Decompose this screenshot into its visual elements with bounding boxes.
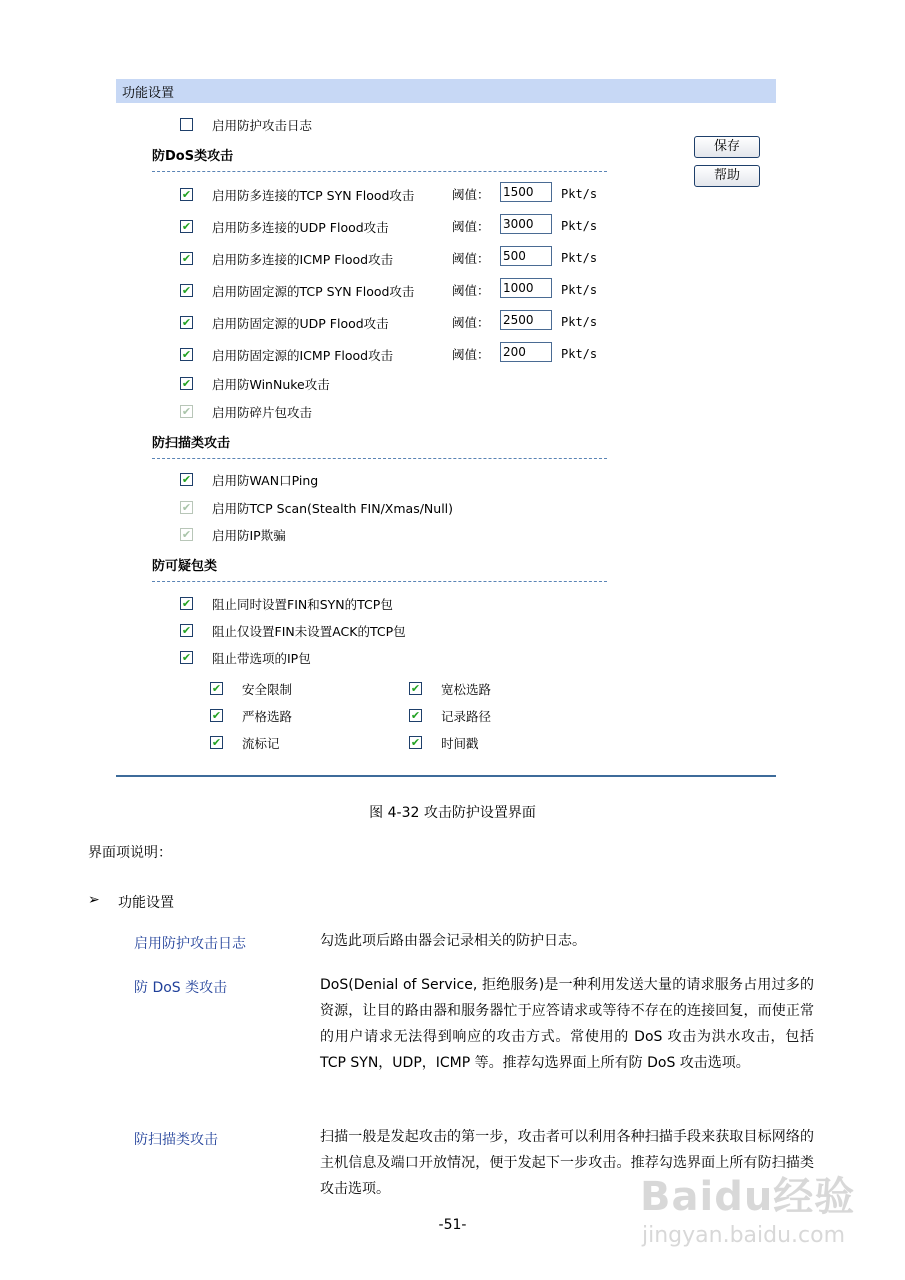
dos-label-5: 启用防固定源的UDP Flood攻击 <box>212 316 389 331</box>
dos-threshold-input-4[interactable]: 1000 <box>500 278 552 298</box>
dos-label-2: 启用防多连接的UDP Flood攻击 <box>212 220 389 235</box>
dos-checkbox-6[interactable]: ✔ <box>181 348 192 361</box>
scan-divider <box>152 458 607 459</box>
dos-threshold-label-3: 阈值： <box>452 251 490 266</box>
page-number: -51- <box>438 1217 467 1233</box>
term-log: 启用防护攻击日志 <box>134 936 246 952</box>
stream-id-label: 流标记 <box>242 736 280 751</box>
intro-text: 界面项说明： <box>88 845 172 861</box>
panel-header <box>116 79 776 103</box>
loose-route-label: 宽松选路 <box>441 682 492 697</box>
ip-spoof-checkbox: ✔ <box>181 528 192 541</box>
bullet-icon: ➢ <box>88 892 100 908</box>
dos-unit-1: Pkt/s <box>561 187 598 201</box>
desc-dos: DoS(Denial of Service, 拒绝服务)是一种利用发送大量的请求服务占用过多的资源，让目的路由器和服务器忙于应答请求或等待不存在的连接回复，而使正常的用户请求无法得到响应的攻击方式。常使用的 DoS 攻击为洪水攻击，包括 TCP SYN，UDP，ICMP 等。推荐勾选界面上所有防 DoS 攻击选项。 <box>320 977 814 1071</box>
ip-options-checkbox[interactable]: ✔ <box>181 651 192 664</box>
dos-threshold-label-1: 阈值： <box>452 187 490 202</box>
dos-checkbox-3[interactable]: ✔ <box>181 252 192 265</box>
dos-divider <box>152 171 607 172</box>
dos-threshold-input-6[interactable]: 200 <box>500 342 552 362</box>
strict-route-checkbox[interactable]: ✔ <box>211 709 222 722</box>
dos-threshold-input-5[interactable]: 2500 <box>500 310 552 330</box>
dos-threshold-label-2: 阈值： <box>452 219 490 234</box>
log-checkbox[interactable] <box>180 118 193 131</box>
fragment-label: 启用防碎片包攻击 <box>212 405 313 420</box>
wan-ping-label: 启用防WAN口Ping <box>212 473 319 488</box>
dos-threshold-input-3[interactable]: 500 <box>500 246 552 266</box>
winnuke-checkbox[interactable]: ✔ <box>181 377 192 390</box>
fin-syn-checkbox[interactable]: ✔ <box>181 597 192 610</box>
save-button[interactable]: 保存 <box>694 136 760 158</box>
term-dos: 防 DoS 类攻击 <box>134 980 228 996</box>
desc-scan: 扫描一般是发起攻击的第一步，攻击者可以利用各种扫描手段来获取目标网络的主机信息及端口开放情况，便于发起下一步攻击。推荐勾选界面上所有防扫描类攻击选项。 <box>320 1129 814 1197</box>
dos-threshold-input-2[interactable]: 3000 <box>500 214 552 234</box>
security-limit-checkbox[interactable]: ✔ <box>211 682 222 695</box>
tcp-scan-checkbox: ✔ <box>181 501 192 514</box>
dos-label-3: 启用防多连接的ICMP Flood攻击 <box>212 252 394 267</box>
watermark-logo <box>640 1165 880 1265</box>
ip-spoof-label: 启用防IP欺骗 <box>212 528 286 543</box>
dos-label-4: 启用防固定源的TCP SYN Flood攻击 <box>212 284 415 299</box>
dos-checkbox-5[interactable]: ✔ <box>181 316 192 329</box>
dos-checkbox-2[interactable]: ✔ <box>181 220 192 233</box>
dos-section-title: 防DoS类攻击 <box>152 149 234 164</box>
dos-threshold-input-1[interactable]: 1500 <box>500 182 552 202</box>
stream-id-checkbox[interactable]: ✔ <box>211 736 222 749</box>
fin-noack-checkbox[interactable]: ✔ <box>181 624 192 637</box>
figure-caption: 图 4-32 攻击防护设置界面 <box>369 805 536 821</box>
watermark-url: jingyan.baidu.com <box>642 1223 846 1248</box>
wan-ping-checkbox[interactable]: ✔ <box>181 473 192 486</box>
dos-threshold-label-6: 阈值： <box>452 347 490 362</box>
dos-checkbox-4[interactable]: ✔ <box>181 284 192 297</box>
bullet-title: 功能设置 <box>118 895 174 911</box>
dos-threshold-label-4: 阈值： <box>452 283 490 298</box>
dos-unit-5: Pkt/s <box>561 315 598 329</box>
watermark-main: Baidu经验 <box>640 1174 856 1220</box>
panel-bottom-line <box>116 775 776 777</box>
help-button[interactable]: 帮助 <box>694 165 760 187</box>
dos-unit-2: Pkt/s <box>561 219 598 233</box>
timestamp-label: 时间戳 <box>441 736 479 751</box>
term-scan: 防扫描类攻击 <box>134 1132 218 1148</box>
fin-noack-label: 阻止仅设置FIN未设置ACK的TCP包 <box>212 624 406 639</box>
ip-options-label: 阻止带选项的IP包 <box>212 651 311 666</box>
scan-section-title: 防扫描类攻击 <box>152 436 231 451</box>
loose-route-checkbox[interactable]: ✔ <box>410 682 421 695</box>
strict-route-label: 严格选路 <box>242 709 293 724</box>
log-label: 启用防护攻击日志 <box>212 118 313 133</box>
winnuke-label: 启用防WinNuke攻击 <box>212 377 330 392</box>
dos-unit-3: Pkt/s <box>561 251 598 265</box>
dos-label-1: 启用防多连接的TCP SYN Flood攻击 <box>212 188 415 203</box>
suspicious-divider <box>152 581 607 582</box>
desc-log: 勾选此项后路由器会记录相关的防护日志。 <box>320 933 586 949</box>
security-limit-label: 安全限制 <box>242 682 293 697</box>
tcp-scan-label: 启用防TCP Scan(Stealth FIN/Xmas/Null) <box>212 501 454 516</box>
suspicious-section-title: 防可疑包类 <box>152 559 218 574</box>
dos-threshold-label-5: 阈值： <box>452 315 490 330</box>
fragment-checkbox: ✔ <box>181 405 192 418</box>
fin-syn-label: 阻止同时设置FIN和SYN的TCP包 <box>212 597 393 612</box>
timestamp-checkbox[interactable]: ✔ <box>410 736 421 749</box>
record-route-checkbox[interactable]: ✔ <box>410 709 421 722</box>
dos-checkbox-1[interactable]: ✔ <box>181 188 192 201</box>
dos-label-6: 启用防固定源的ICMP Flood攻击 <box>212 348 394 363</box>
record-route-label: 记录路径 <box>441 709 492 724</box>
panel-header-title: 功能设置 <box>122 86 175 101</box>
dos-unit-4: Pkt/s <box>561 283 598 297</box>
dos-unit-6: Pkt/s <box>561 347 598 361</box>
